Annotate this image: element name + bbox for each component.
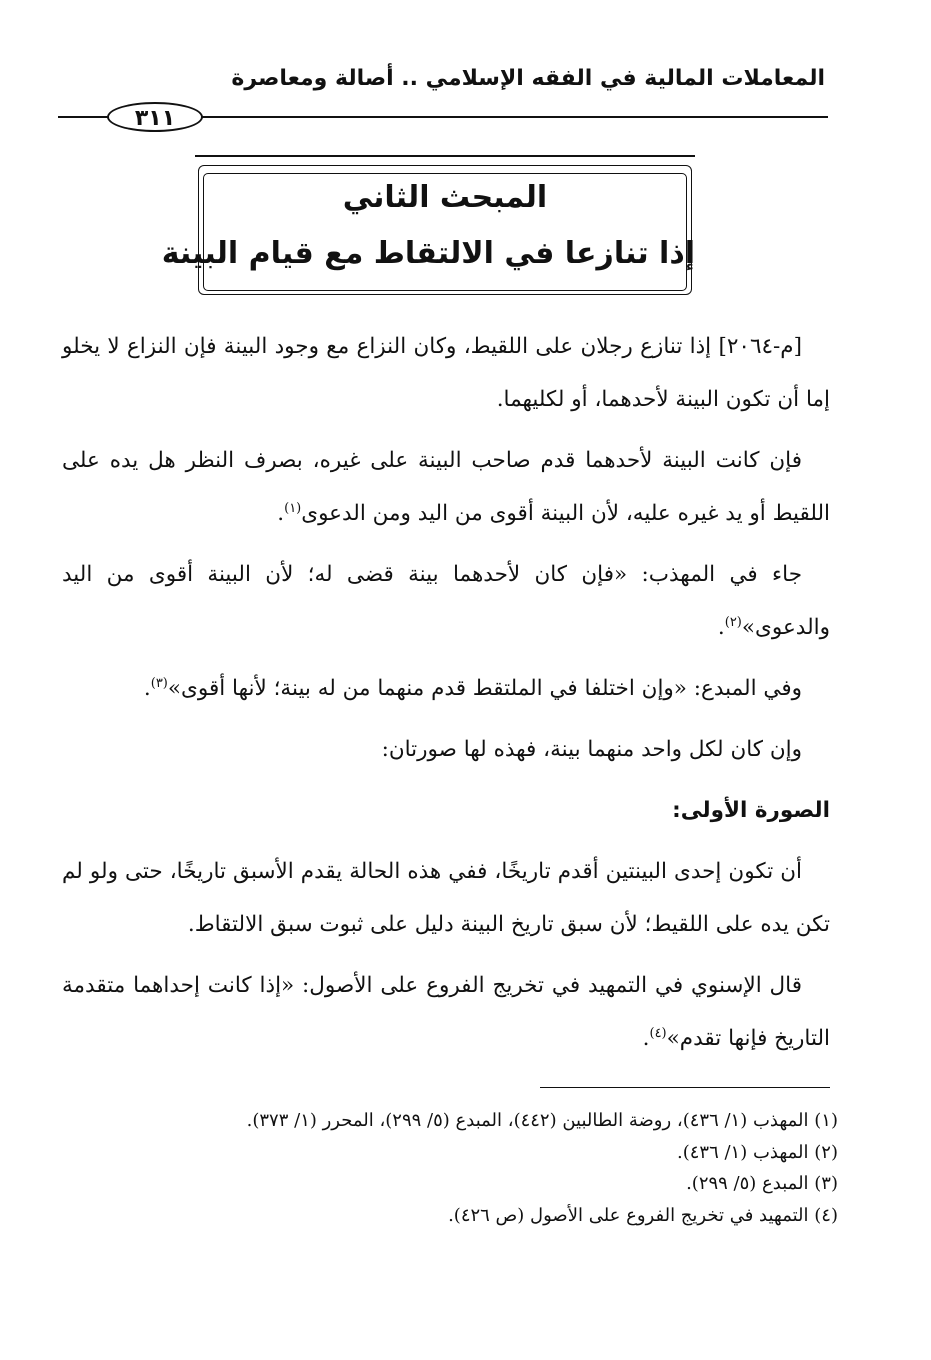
footnote-ref[interactable]: (٤): [649, 1025, 667, 1041]
subheading: الصورة الأولى:: [672, 798, 830, 823]
footnote-ref[interactable]: (٢): [724, 614, 742, 630]
paragraph: أن تكون إحدى البينتين أقدم تاريخًا، ففي هذه الحالة يقدم الأسبق تاريخًا، حتى ولو لم تكن يده على اللقيط؛ لأن سبق تاريخ البينة دليل على ثبوت سبق الالتقاط.: [62, 859, 830, 937]
footnote-item: (٤) التمهيد في تخريج الفروع على الأصول (ص ٤٢٦).: [448, 1204, 838, 1226]
footnotes: [62, 1105, 838, 1231]
section-title: المبحث الثاني: [342, 180, 548, 215]
paragraph: [م-٢٠٦٤] إذا تنازع رجلان على اللقيط، وكان النزاع مع وجود البينة فإن النزاع لا يخلو إما أن تكون البينة لأحدهما، أو لكليهما.: [62, 334, 830, 412]
paragraph: قال الإسنوي في التمهيد في تخريج الفروع على الأصول: «إذا كانت إحداهما متقدمة التاريخ فإنها تقدم»$^{(٤)}$.: [62, 973, 830, 1051]
footnote-item: (١) المهذب (١/ ٤٣٦)، روضة الطالبين (٤٤٢)، المبدع (٥/ ٢٩٩)، المحرر (١/ ٣٧٣).: [246, 1110, 838, 1131]
paragraph: فإن كانت البينة لأحدهما قدم صاحب البينة على غيره، بصرف النظر هل يده على اللقيط أو يد غيره عليه، لأن البينة أقوى من اليد ومن الدعوى$^{(١)}$.: [62, 448, 830, 526]
section-subtitle: إذا تنازعا في الالتقاط مع قيام البينة: [161, 236, 695, 271]
paragraph: وفي المبدع: «وإن اختلفا في الملتقط قدم منهما من له بينة؛ لأنها أقوى»$^{(٣)}$.: [143, 675, 802, 701]
page-number: ٣١١: [107, 102, 203, 132]
body-text: [62, 320, 830, 1073]
paragraph: جاء في المهذب: «فإن كان لأحدهما بينة قضى له؛ لأن البينة أقوى من اليد والدعوى»$^{(٢)}$.: [62, 562, 830, 640]
footnote-item: (٢) المهذب (١/ ٤٣٦).: [676, 1141, 838, 1163]
footnote-ref[interactable]: (١): [284, 500, 302, 516]
title-top-rule: [195, 155, 695, 157]
footnote-item: (٣) المبدع (٥/ ٢٩٩).: [686, 1173, 838, 1194]
running-header: المعاملات المالية في الفقه الإسلامي .. أصالة ومعاصرة: [231, 66, 825, 91]
footnote-rule: [540, 1087, 830, 1088]
paragraph: وإن كان لكل واحد منهما بينة، فهذه لها صورتان:: [381, 737, 802, 762]
section-title-box: [161, 155, 695, 295]
footnote-ref[interactable]: (٣): [150, 675, 168, 691]
